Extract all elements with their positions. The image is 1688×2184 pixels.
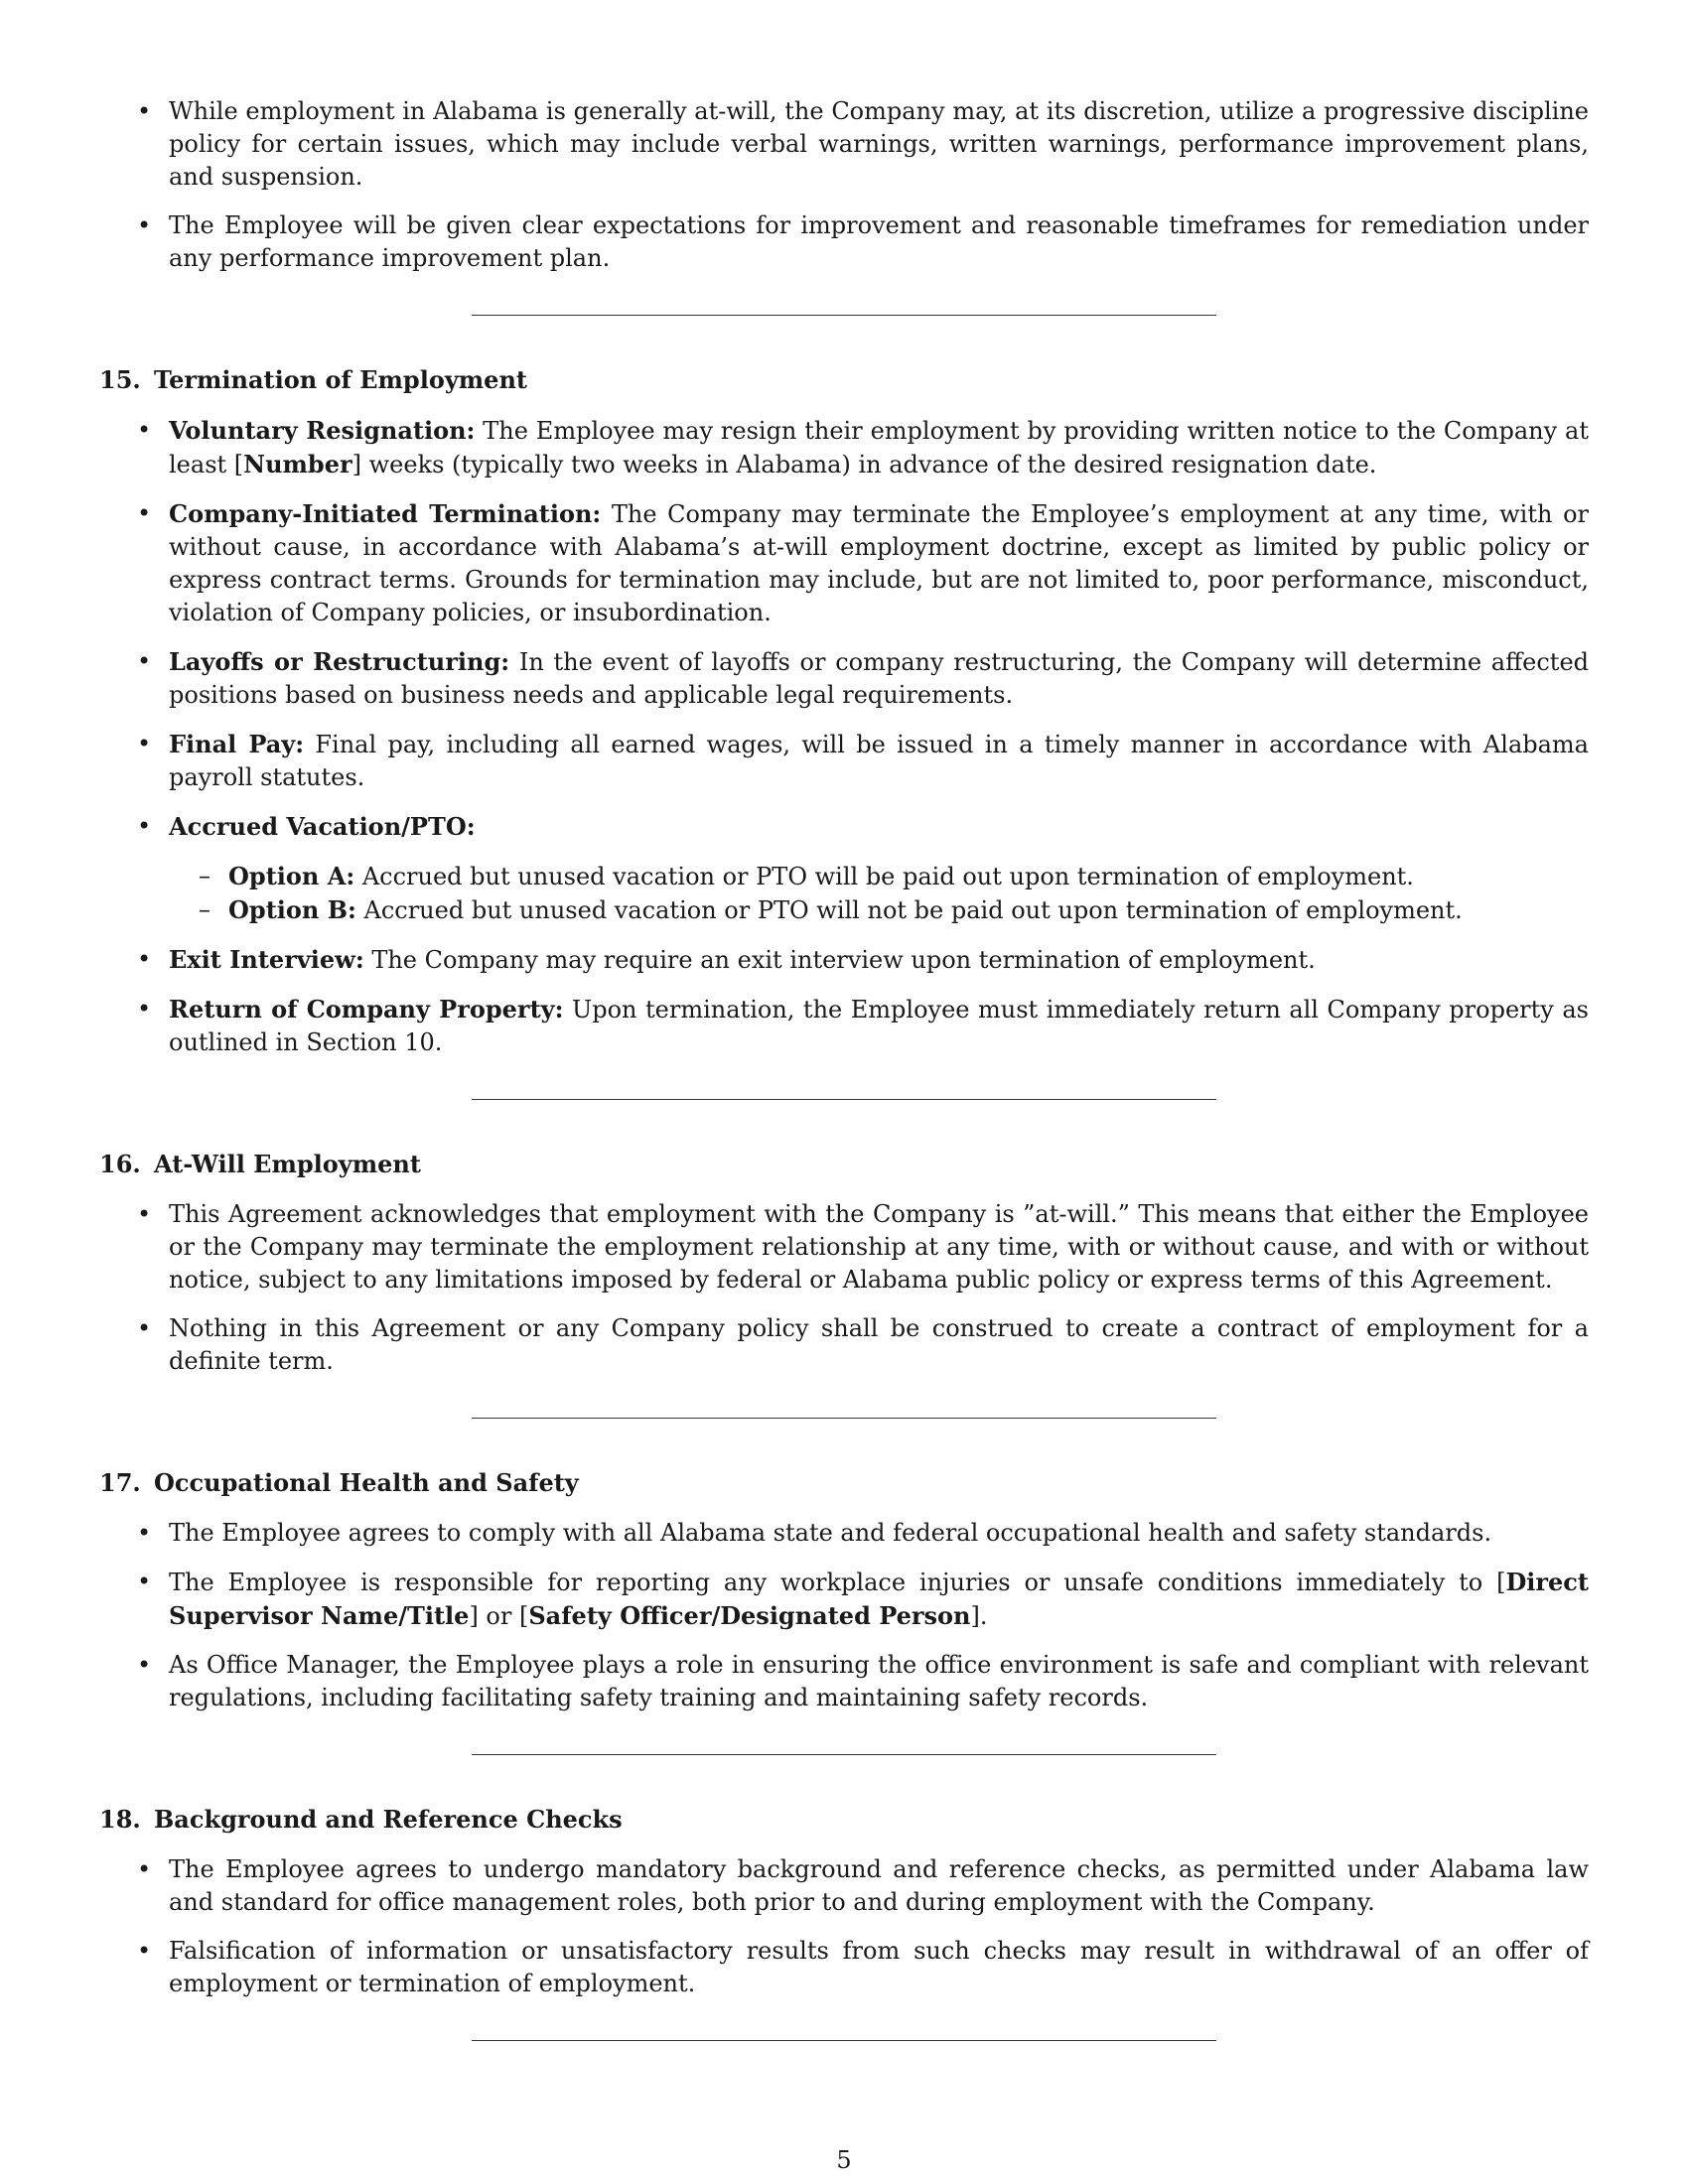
health-safety-list: [99, 1517, 1589, 1714]
sub-item-option-a: [169, 860, 1589, 893]
section-title: At-Will Employment: [154, 1150, 421, 1178]
section-divider: [472, 1099, 1216, 1100]
item-label: Final Pay:: [169, 730, 305, 758]
intro-bullet-list: [99, 95, 1589, 275]
section-divider: [472, 315, 1216, 316]
section-heading-16: [99, 1148, 1589, 1180]
placeholder-supervisor: Direct Supervisor Name/Title: [169, 1568, 1589, 1630]
list-item-exit-interview: [99, 943, 1589, 977]
item-text: The Employee may resign their employment by providing written notice to the Company at least [: [169, 417, 1589, 478]
item-text: ] weeks (typically two weeks in Alabama) in advance of the desired resignation date.: [352, 451, 1377, 478]
section-number: 18.: [99, 1805, 141, 1834]
item-text: Final pay, including all earned wages, will be issued in a timely manner in accordance with Alabama payroll statutes.: [169, 731, 1589, 791]
item-text: Upon termination, the Employee must immediately return all Company property as outlined in Section 10.: [169, 996, 1589, 1056]
section-divider: [472, 1418, 1216, 1419]
item-label: Company-Initiated Termination:: [169, 499, 602, 528]
section-heading-15: [99, 363, 1589, 396]
list-item: • The Employee will be given clear expectations for improvement and reasonable timeframes for remediation under any performance improvement plan.: [99, 209, 1589, 275]
list-item: • This Agreement acknowledges that employment with the Company is ”at-will.” This means that either the Employee or the Company may terminate the employment relationship at any time, with or without cause, and with or without notice, subject to any limitations imposed by federal or Alabama public policy or express terms of this Agreement.: [99, 1198, 1589, 1297]
list-item: • While employment in Alabama is generally at-will, the Company may, at its discretion, utilize a progressive discipline policy for certain issues, which may include verbal warnings, written warnings, performance improvement plans, and suspension.: [99, 95, 1589, 194]
document-page: [99, 95, 1589, 2041]
list-item: • As Office Manager, the Employee plays a role in ensuring the office environment is safe and compliant with relevant regulations, including facilitating safety training and maintaining safety records.: [99, 1649, 1589, 1714]
item-label: Voluntary Resignation:: [169, 416, 476, 445]
list-item-return-property: [99, 993, 1589, 1059]
placeholder-number: Number: [243, 450, 352, 478]
section-number: 17.: [99, 1468, 141, 1497]
option-label: Option A:: [228, 862, 355, 890]
background-checks-list: [99, 1853, 1589, 2000]
section-number: 16.: [99, 1150, 141, 1178]
list-item: • Falsification of information or unsatisfactory results from such checks may result in withdrawal of an offer of employment or termination of employment.: [99, 1935, 1589, 2000]
list-item-voluntary-resignation: [99, 414, 1589, 481]
placeholder-safety-officer: Safety Officer/Designated Person: [528, 1601, 971, 1630]
section-title: Occupational Health and Safety: [154, 1468, 579, 1497]
list-item-final-pay: [99, 728, 1589, 794]
item-text: ] or [: [469, 1602, 529, 1630]
accrued-options-list: [169, 860, 1589, 927]
section-number: 15.: [99, 365, 141, 394]
list-item: • The Employee agrees to comply with all Alabama state and federal occupational health and safety standards.: [99, 1517, 1589, 1550]
section-divider: [472, 2040, 1216, 2041]
item-text: In the event of layoffs or company restructuring, the Company will determine affected positions based on business needs and applicable legal requirements.: [169, 648, 1590, 709]
section-title: Background and Reference Checks: [154, 1805, 623, 1834]
list-item: • Nothing in this Agreement or any Company policy shall be construed to create a contract of employment for a definite term.: [99, 1312, 1589, 1378]
section-heading-17: [99, 1466, 1589, 1499]
termination-list: [99, 414, 1589, 1059]
at-will-list: [99, 1198, 1589, 1378]
sub-item-option-b: [169, 893, 1589, 927]
option-text: Accrued but unused vacation or PTO will not be paid out upon termination of employment.: [355, 896, 1463, 924]
item-label: Accrued Vacation/PTO:: [169, 812, 476, 841]
option-label: Option B:: [228, 895, 356, 924]
item-text: The Employee is responsible for reporting any workplace injuries or unsafe conditions immediately to [: [169, 1569, 1506, 1596]
item-label: Layoffs or Restructuring:: [169, 647, 510, 676]
item-text: The Company may terminate the Employee’s employment at any time, with or without cause, in accordance with Alabama’s at-will employment doctrine, except as limited by public policy or express contract terms. Grounds for termination may include, but are not limited to, poor performance, misconduct, violation of Company policies, or insubordination.: [169, 500, 1589, 626]
section-divider: [472, 1754, 1216, 1755]
item-text: The Company may require an exit interview upon termination of employment.: [363, 946, 1316, 974]
list-item-accrued-vacation: [99, 810, 1589, 927]
option-text: Accrued but unused vacation or PTO will be paid out upon termination of employment.: [354, 863, 1414, 890]
section-heading-18: [99, 1803, 1589, 1836]
list-item-layoffs: [99, 645, 1589, 712]
item-text: ].: [970, 1602, 988, 1630]
section-title: Termination of Employment: [154, 365, 527, 394]
page-number: 5: [836, 2146, 852, 2174]
item-label: Exit Interview:: [169, 945, 364, 974]
list-item-reporting: [99, 1566, 1589, 1633]
list-item-company-termination: [99, 497, 1589, 629]
list-item: • The Employee agrees to undergo mandatory background and reference checks, as permitted under Alabama law and standard for office management roles, both prior to and during employment with the Company.: [99, 1853, 1589, 1919]
item-label: Return of Company Property:: [169, 995, 564, 1024]
